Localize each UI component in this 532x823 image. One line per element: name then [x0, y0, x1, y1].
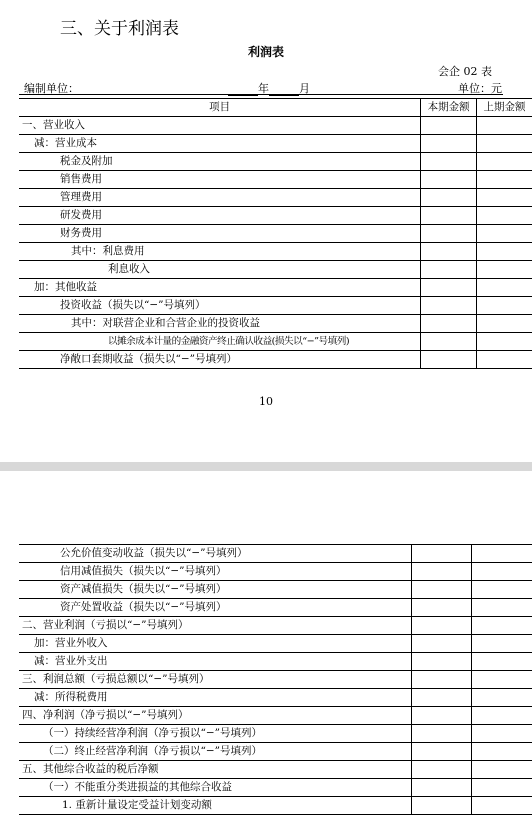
prior-amount-cell[interactable]: [477, 207, 532, 225]
income-statement-table-page-1: [19, 98, 532, 369]
prior-amount-cell[interactable]: [472, 707, 532, 725]
current-amount-cell[interactable]: [411, 545, 472, 563]
prior-amount-cell[interactable]: [472, 617, 532, 635]
page-number: 10: [259, 395, 273, 408]
current-amount-cell[interactable]: [411, 653, 472, 671]
prior-amount-cell[interactable]: [477, 189, 532, 207]
table-header-row: [19, 99, 532, 117]
prior-amount-cell[interactable]: [477, 135, 532, 153]
row-label: 销售费用: [19, 171, 421, 189]
current-amount-cell[interactable]: [421, 207, 477, 225]
prior-amount-cell[interactable]: [477, 117, 532, 135]
table-row: [19, 261, 532, 279]
current-amount-cell[interactable]: [411, 725, 472, 743]
table-row: [19, 351, 532, 369]
table-row: [19, 297, 532, 315]
current-amount-cell[interactable]: [411, 797, 472, 815]
prior-amount-cell[interactable]: [477, 351, 532, 369]
current-amount-cell[interactable]: [411, 617, 472, 635]
table-row: [19, 171, 532, 189]
row-label: 以摊余成本计量的金融资产终止确认收益(损失以“−”号填列): [19, 333, 421, 351]
prior-amount-cell[interactable]: [477, 243, 532, 261]
prior-amount-cell[interactable]: [477, 315, 532, 333]
column-header-current: 本期金额: [421, 99, 477, 117]
column-header-prior: 上期金额: [477, 99, 532, 117]
current-amount-cell[interactable]: [411, 563, 472, 581]
current-amount-cell[interactable]: [411, 635, 472, 653]
prior-amount-cell[interactable]: [472, 671, 532, 689]
row-label: 税金及附加: [19, 153, 421, 171]
current-amount-cell[interactable]: [421, 135, 477, 153]
row-label: 管理费用: [19, 189, 421, 207]
row-label: 一、营业收入: [19, 117, 421, 135]
prior-amount-cell[interactable]: [477, 297, 532, 315]
table-row: [19, 797, 532, 815]
row-label: （一）持续经营净利润（净亏损以“−”号填列）: [19, 725, 411, 743]
header-rule: [19, 94, 503, 95]
current-amount-cell[interactable]: [411, 689, 472, 707]
table-row: [19, 189, 532, 207]
prior-amount-cell[interactable]: [472, 581, 532, 599]
row-label: 五、其他综合收益的税后净额: [19, 761, 411, 779]
current-amount-cell[interactable]: [421, 153, 477, 171]
row-label: （二）终止经营净利润（净亏损以“−”号填列）: [19, 743, 411, 761]
table-row: [19, 243, 532, 261]
document-page-2: [0, 471, 532, 823]
year-label: 年: [258, 82, 269, 95]
row-label: 减：所得税费用: [19, 689, 411, 707]
current-amount-cell[interactable]: [421, 351, 477, 369]
prior-amount-cell[interactable]: [472, 545, 532, 563]
row-label: 四、净利润（净亏损以“−”号填列）: [19, 707, 411, 725]
prior-amount-cell[interactable]: [477, 261, 532, 279]
prior-amount-cell[interactable]: [477, 225, 532, 243]
current-amount-cell[interactable]: [411, 599, 472, 617]
row-label: 二、营业利润（亏损以“−”号填列）: [19, 617, 411, 635]
column-header-item: 项目: [19, 99, 421, 117]
current-amount-cell[interactable]: [421, 297, 477, 315]
row-label: 资产减值损失（损失以“−”号填列）: [19, 581, 411, 599]
row-label: 公允价值变动收益（损失以“−”号填列）: [19, 545, 411, 563]
row-label: 其中：对联营企业和合营企业的投资收益: [19, 315, 421, 333]
prior-amount-cell[interactable]: [472, 779, 532, 797]
preparer-label: 编制单位：: [24, 82, 79, 95]
table-row: [19, 333, 532, 351]
table-row: [19, 135, 532, 153]
table-row: [19, 117, 532, 135]
table-row: [19, 599, 532, 617]
current-amount-cell[interactable]: [421, 171, 477, 189]
prior-amount-cell[interactable]: [472, 689, 532, 707]
table-row: [19, 279, 532, 297]
prior-amount-cell[interactable]: [477, 171, 532, 189]
row-label: 加：其他收益: [19, 279, 421, 297]
row-label: 加：营业外收入: [19, 635, 411, 653]
row-label: 三、利润总额（亏损总额以“−”号填列）: [19, 671, 411, 689]
table-row: [19, 707, 532, 725]
row-label: （一）不能重分类进损益的其他综合收益: [19, 779, 411, 797]
row-label: 财务费用: [19, 225, 421, 243]
table-row: [19, 725, 532, 743]
current-amount-cell[interactable]: [421, 243, 477, 261]
table-row: [19, 617, 532, 635]
table-row: [19, 225, 532, 243]
current-amount-cell[interactable]: [421, 189, 477, 207]
current-amount-cell[interactable]: [421, 333, 477, 351]
current-amount-cell[interactable]: [411, 581, 472, 599]
current-amount-cell[interactable]: [411, 761, 472, 779]
table-row: [19, 315, 532, 333]
table-row: [19, 689, 532, 707]
current-amount-cell[interactable]: [411, 779, 472, 797]
page-separator: [0, 462, 532, 471]
prior-amount-cell[interactable]: [472, 725, 532, 743]
prior-amount-cell[interactable]: [472, 653, 532, 671]
current-amount-cell[interactable]: [421, 261, 477, 279]
table-row: [19, 207, 532, 225]
row-label: 信用减值损失（损失以“−”号填列）: [19, 563, 411, 581]
table-row: [19, 761, 532, 779]
row-label: 减：营业外支出: [19, 653, 411, 671]
table-row: [19, 653, 532, 671]
row-label: 资产处置收益（损失以“−”号填列）: [19, 599, 411, 617]
income-statement-table-page-2: [19, 544, 532, 815]
row-label: 利息收入: [19, 261, 421, 279]
current-amount-cell[interactable]: [421, 315, 477, 333]
month-label: 月: [299, 82, 310, 95]
table-row: [19, 153, 532, 171]
prior-amount-cell[interactable]: [472, 599, 532, 617]
row-label: 其中：利息费用: [19, 243, 421, 261]
row-label: 减：营业成本: [19, 135, 421, 153]
table-row: [19, 779, 532, 797]
table-row: [19, 545, 532, 563]
row-label: 净敞口套期收益（损失以“−”号填列）: [19, 351, 421, 369]
current-amount-cell[interactable]: [411, 743, 472, 761]
table-row: [19, 671, 532, 689]
prior-amount-cell[interactable]: [472, 761, 532, 779]
prior-amount-cell[interactable]: [477, 279, 532, 297]
section-heading: 三、关于利润表: [60, 19, 179, 39]
statement-title: 利润表: [247, 45, 284, 59]
prior-amount-cell[interactable]: [472, 563, 532, 581]
current-amount-cell[interactable]: [421, 225, 477, 243]
prior-amount-cell[interactable]: [472, 635, 532, 653]
current-amount-cell[interactable]: [421, 117, 477, 135]
prior-amount-cell[interactable]: [472, 797, 532, 815]
row-label: 投资收益（损失以“−”号填列）: [19, 297, 421, 315]
prior-amount-cell[interactable]: [477, 333, 532, 351]
current-amount-cell[interactable]: [411, 707, 472, 725]
prior-amount-cell[interactable]: [477, 153, 532, 171]
table-row: [19, 563, 532, 581]
table-row: [19, 581, 532, 599]
current-amount-cell[interactable]: [421, 279, 477, 297]
currency-unit: 单位：元: [458, 82, 502, 95]
form-number: 会企 02 表: [438, 65, 492, 78]
table-row: [19, 743, 532, 761]
row-label: 1. 重新计量设定受益计划变动额: [19, 797, 411, 815]
prior-amount-cell[interactable]: [472, 743, 532, 761]
row-label: 研发费用: [19, 207, 421, 225]
current-amount-cell[interactable]: [411, 671, 472, 689]
table-row: [19, 635, 532, 653]
